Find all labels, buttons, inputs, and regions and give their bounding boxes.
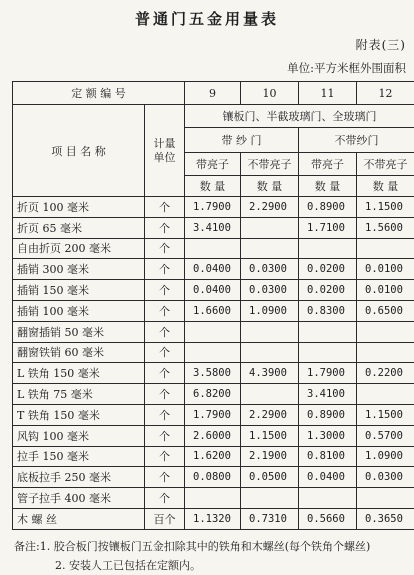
col-header-10: 10 bbox=[241, 82, 299, 105]
quantity-cell: 0.0800 bbox=[185, 467, 241, 488]
item-name-cell: 风钩 100 毫米 bbox=[13, 425, 145, 446]
without-transom-header: 不带亮子 bbox=[241, 153, 299, 176]
item-name-cell: 插销 300 毫米 bbox=[13, 259, 145, 280]
item-name-cell: L 铁角 75 毫米 bbox=[13, 384, 145, 405]
item-name-cell: T 铁角 150 毫米 bbox=[13, 404, 145, 425]
unit-header bbox=[145, 105, 185, 197]
quantity-cell: 0.0300 bbox=[241, 280, 299, 301]
unit-cell: 个 bbox=[145, 280, 185, 301]
quantity-cell bbox=[299, 342, 357, 363]
quantity-cell: 0.7310 bbox=[241, 508, 299, 529]
quantity-cell: 1.3000 bbox=[299, 425, 357, 446]
table-row bbox=[13, 384, 414, 405]
unit-cell: 个 bbox=[145, 488, 185, 509]
quantity-cell: 0.0500 bbox=[241, 467, 299, 488]
with-screen-header: 带 纱 门 bbox=[185, 128, 299, 153]
header-row-group bbox=[13, 105, 414, 128]
quantity-cell bbox=[185, 488, 241, 509]
quantity-cell: 2.2900 bbox=[241, 404, 299, 425]
item-name-cell: 插销 150 毫米 bbox=[13, 280, 145, 301]
with-transom-header: 带亮子 bbox=[299, 153, 357, 176]
unit-cell: 个 bbox=[145, 342, 185, 363]
quantity-cell: 2.6000 bbox=[185, 425, 241, 446]
quantity-cell: 0.8300 bbox=[299, 300, 357, 321]
quantity-cell: 3.5800 bbox=[185, 363, 241, 384]
quantity-cell: 1.6200 bbox=[185, 446, 241, 467]
footnote-2: 2. 安装人工已包括在定额内。 bbox=[14, 556, 370, 575]
col-header-9: 9 bbox=[185, 82, 241, 105]
unit-cell: 个 bbox=[145, 321, 185, 342]
quantity-cell: 0.3650 bbox=[357, 508, 414, 529]
without-screen-header: 不带纱门 bbox=[299, 128, 414, 153]
quantity-cell bbox=[357, 384, 414, 405]
quantity-cell: 0.6500 bbox=[357, 300, 414, 321]
table-row bbox=[13, 217, 414, 238]
table-row bbox=[13, 488, 414, 509]
page-title: 普通门五金用量表 bbox=[0, 8, 414, 29]
quantity-cell bbox=[241, 384, 299, 405]
quantity-cell bbox=[357, 488, 414, 509]
item-name-cell: 木 螺 丝 bbox=[13, 508, 145, 529]
quantity-cell: 1.7900 bbox=[185, 404, 241, 425]
unit-cell: 个 bbox=[145, 404, 185, 425]
quantity-cell: 1.0900 bbox=[357, 446, 414, 467]
quantity-cell bbox=[241, 238, 299, 259]
table-row bbox=[13, 238, 414, 259]
table-row bbox=[13, 300, 414, 321]
quantity-cell bbox=[241, 321, 299, 342]
unit-cell: 百个 bbox=[145, 508, 185, 529]
with-transom-header: 带亮子 bbox=[185, 153, 241, 176]
quantity-cell bbox=[299, 321, 357, 342]
unit-cell: 个 bbox=[145, 259, 185, 280]
item-name-cell: L 铁角 150 毫米 bbox=[13, 363, 145, 384]
quantity-cell: 0.5660 bbox=[299, 508, 357, 529]
quantity-header: 数 量 bbox=[299, 176, 357, 197]
quota-number-label: 定 额 编 号 bbox=[13, 82, 185, 105]
table-row bbox=[13, 197, 414, 218]
table-row bbox=[13, 404, 414, 425]
quantity-cell: 0.2200 bbox=[357, 363, 414, 384]
item-name-header: 项 目 名 称 bbox=[13, 105, 145, 197]
quantity-cell: 1.6600 bbox=[185, 300, 241, 321]
unit-cell: 个 bbox=[145, 363, 185, 384]
unit-cell: 个 bbox=[145, 384, 185, 405]
item-name-cell: 管子拉手 400 毫米 bbox=[13, 488, 145, 509]
quantity-cell: 3.4100 bbox=[185, 217, 241, 238]
quantity-cell: 0.0400 bbox=[185, 280, 241, 301]
footnote-1: 备注:1. 胶合板门按镶板门五金扣除其中的铁角和木螺丝(每个铁角个螺丝) bbox=[14, 537, 370, 556]
quantity-header: 数 量 bbox=[357, 176, 414, 197]
hardware-table bbox=[12, 81, 414, 530]
quantity-cell: 1.1500 bbox=[357, 404, 414, 425]
col-header-11: 11 bbox=[299, 82, 357, 105]
item-name-cell: 插销 100 毫米 bbox=[13, 300, 145, 321]
item-name-cell: 翻窗插销 50 毫米 bbox=[13, 321, 145, 342]
quantity-cell bbox=[185, 321, 241, 342]
unit-cell: 个 bbox=[145, 238, 185, 259]
quantity-cell bbox=[241, 488, 299, 509]
quantity-header: 数 量 bbox=[241, 176, 299, 197]
table-row bbox=[13, 425, 414, 446]
header-row-quota bbox=[13, 82, 414, 105]
quantity-cell: 0.0400 bbox=[299, 467, 357, 488]
table-row bbox=[13, 280, 414, 301]
table-row bbox=[13, 321, 414, 342]
quantity-cell bbox=[357, 342, 414, 363]
item-name-cell: 翻窗铁销 60 毫米 bbox=[13, 342, 145, 363]
quantity-cell: 0.0100 bbox=[357, 280, 414, 301]
footnotes bbox=[14, 537, 370, 575]
quantity-cell: 1.1500 bbox=[241, 425, 299, 446]
unit-cell: 个 bbox=[145, 467, 185, 488]
quantity-cell: 0.5700 bbox=[357, 425, 414, 446]
quantity-cell: 1.7100 bbox=[299, 217, 357, 238]
quantity-cell: 3.4100 bbox=[299, 384, 357, 405]
item-name-cell: 自由折页 200 毫米 bbox=[13, 238, 145, 259]
quantity-cell bbox=[241, 342, 299, 363]
table-row bbox=[13, 259, 414, 280]
quantity-cell: 6.8200 bbox=[185, 384, 241, 405]
table-row bbox=[13, 446, 414, 467]
quantity-header: 数 量 bbox=[185, 176, 241, 197]
quantity-cell: 4.3900 bbox=[241, 363, 299, 384]
quantity-cell: 1.5600 bbox=[357, 217, 414, 238]
without-transom-header: 不带亮子 bbox=[357, 153, 414, 176]
quantity-cell: 0.8900 bbox=[299, 404, 357, 425]
item-name-cell: 折页 65 毫米 bbox=[13, 217, 145, 238]
item-name-cell: 底板拉手 250 毫米 bbox=[13, 467, 145, 488]
quantity-cell: 0.0300 bbox=[357, 467, 414, 488]
quantity-cell: 0.0200 bbox=[299, 259, 357, 280]
door-group-header: 镶板门、半截玻璃门、全玻璃门 bbox=[185, 105, 414, 128]
quantity-cell: 0.0200 bbox=[299, 280, 357, 301]
quantity-cell bbox=[241, 217, 299, 238]
item-name-cell: 拉手 150 毫米 bbox=[13, 446, 145, 467]
quantity-cell: 2.2900 bbox=[241, 197, 299, 218]
quantity-cell: 0.0400 bbox=[185, 259, 241, 280]
unit-header-line2: 单位 bbox=[147, 151, 182, 165]
unit-cell: 个 bbox=[145, 217, 185, 238]
quantity-cell bbox=[185, 238, 241, 259]
quantity-cell bbox=[185, 342, 241, 363]
quantity-cell bbox=[357, 238, 414, 259]
quantity-cell: 1.1320 bbox=[185, 508, 241, 529]
quantity-cell bbox=[357, 321, 414, 342]
quantity-cell bbox=[299, 488, 357, 509]
table-row bbox=[13, 467, 414, 488]
table-row bbox=[13, 508, 414, 529]
quantity-cell: 1.7900 bbox=[299, 363, 357, 384]
quantity-cell: 0.0300 bbox=[241, 259, 299, 280]
quantity-cell: 1.1500 bbox=[357, 197, 414, 218]
quantity-cell: 1.7900 bbox=[185, 197, 241, 218]
quantity-cell: 2.1900 bbox=[241, 446, 299, 467]
unit-cell: 个 bbox=[145, 446, 185, 467]
table-row bbox=[13, 342, 414, 363]
quantity-cell: 0.8100 bbox=[299, 446, 357, 467]
unit-cell: 个 bbox=[145, 425, 185, 446]
quantity-cell: 1.0900 bbox=[241, 300, 299, 321]
unit-header-line1: 计量 bbox=[147, 137, 182, 151]
unit-cell: 个 bbox=[145, 300, 185, 321]
unit-cell: 个 bbox=[145, 197, 185, 218]
unit-note: 单位:平方米框外围面积 bbox=[287, 60, 406, 76]
quantity-cell: 0.8900 bbox=[299, 197, 357, 218]
appendix-label: 附表(三) bbox=[356, 36, 406, 53]
col-header-12: 12 bbox=[357, 82, 414, 105]
quantity-cell: 0.0100 bbox=[357, 259, 414, 280]
quantity-cell bbox=[299, 238, 357, 259]
item-name-cell: 折页 100 毫米 bbox=[13, 197, 145, 218]
table-row bbox=[13, 363, 414, 384]
